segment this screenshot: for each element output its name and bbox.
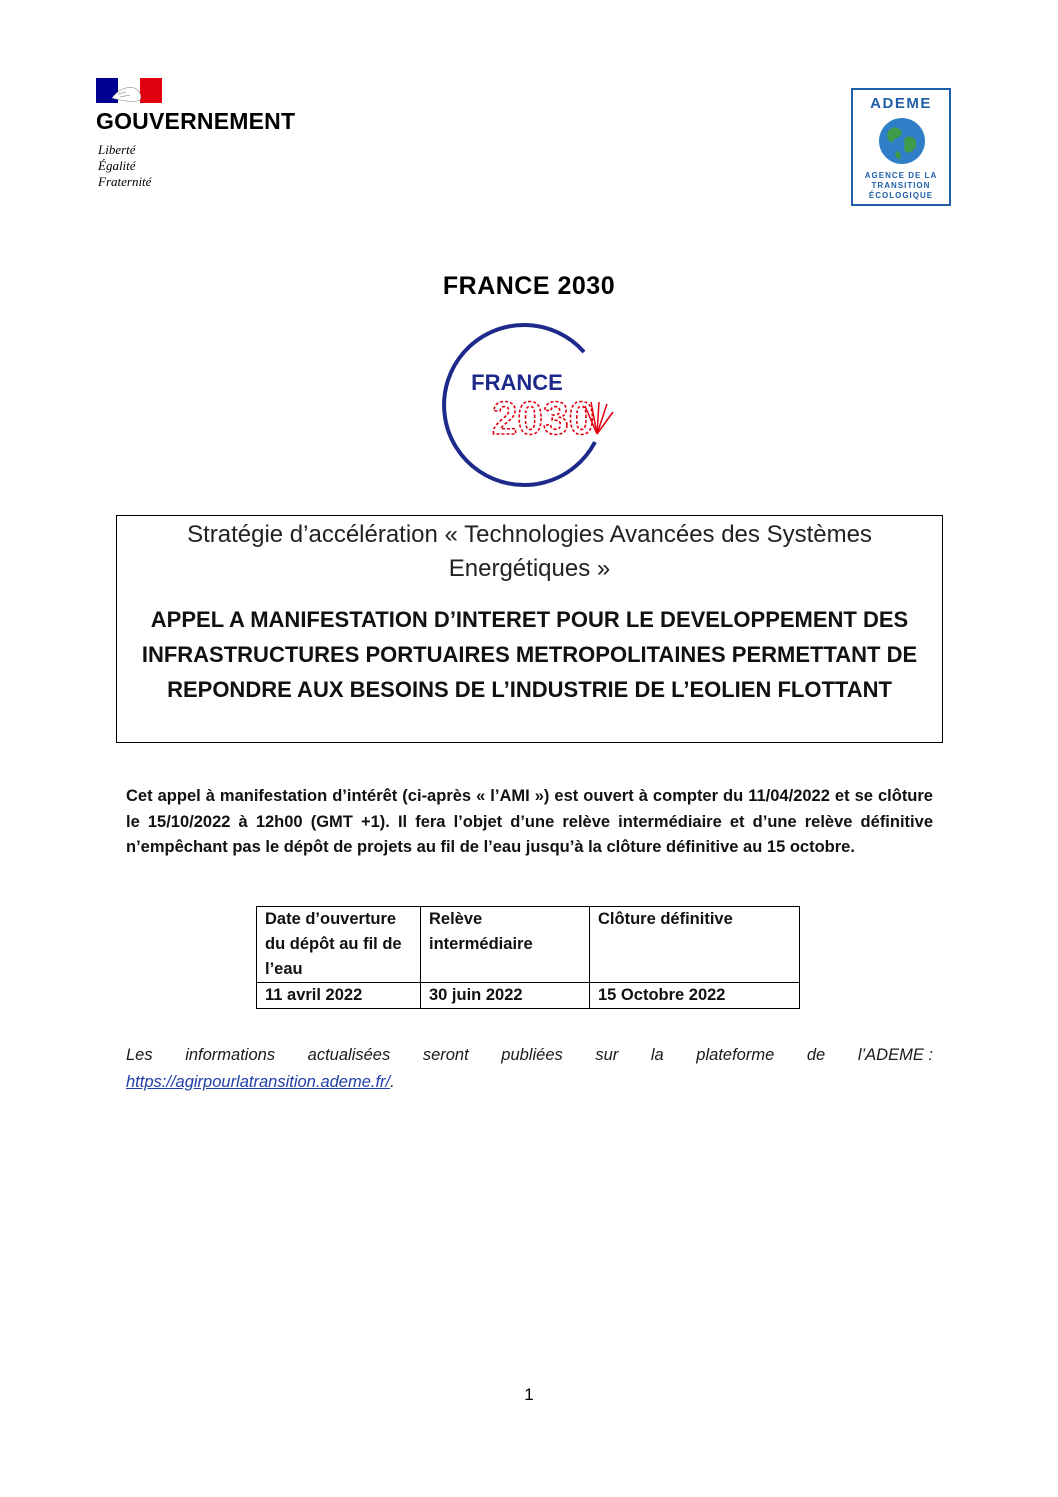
info-word: actualisées — [307, 1046, 391, 1064]
france2030-year: 2030 — [491, 392, 595, 444]
info-paragraph — [126, 1042, 933, 1096]
ademe-tagline-line: TRANSITION — [871, 181, 931, 190]
table-cell: 11 avril 2022 — [257, 983, 421, 1009]
republic-motto — [98, 142, 151, 190]
france2030-word: FRANCE — [471, 370, 563, 395]
france2030-logo — [439, 322, 619, 497]
info-word: plateforme — [696, 1046, 775, 1064]
ademe-tagline-line: AGENCE DE LA — [864, 171, 938, 180]
info-line — [126, 1069, 933, 1096]
info-line — [126, 1042, 933, 1069]
info-word: sur — [595, 1046, 619, 1064]
motto-egalite: Égalité — [98, 158, 136, 173]
table-row — [257, 983, 800, 1009]
table-header-cell: Relève intermédiaire — [421, 907, 590, 983]
info-word: seront — [422, 1046, 469, 1064]
ademe-tagline-line: ÉCOLOGIQUE — [868, 191, 934, 200]
table-cell: 15 Octobre 2022 — [590, 983, 800, 1009]
ademe-platform-link[interactable]: https://agirpourlatransition.ademe.fr/ — [126, 1073, 391, 1091]
page-number: 1 — [524, 1385, 534, 1404]
info-word: l’ADEME : — [857, 1046, 933, 1064]
globe-icon — [878, 117, 926, 165]
table-header-row — [257, 907, 800, 983]
ademe-logo — [851, 88, 951, 206]
page-title: FRANCE 2030 — [442, 272, 616, 300]
info-word: Les — [126, 1046, 153, 1064]
info-period: . — [390, 1073, 395, 1091]
info-word: publiées — [501, 1046, 563, 1064]
ademe-tagline — [855, 171, 947, 201]
title-frame — [116, 515, 943, 743]
table-header-cell: Clôture définitive — [590, 907, 800, 983]
info-word: la — [650, 1046, 664, 1064]
marianne-flag-icon — [96, 78, 162, 103]
government-logo — [96, 78, 336, 193]
strategy-subtitle: Stratégie d’accélération « Technologies Avancées des Systèmes Energétiques » — [187, 521, 872, 582]
dates-table — [256, 906, 800, 1009]
intro-paragraph: Cet appel à manifestation d’intérêt (ci-après « l’AMI ») est ouvert à compter du 11/04/2022 et se clôture le 15/10/2022 à 12h00 (GMT +1). Il fera l’objet d’une relève intermédiaire et d’une relève définitive n’empêchant pas le dépôt de projets au fil de l’eau jusqu’à la clôture définitive au 15 octobre. — [126, 787, 933, 856]
info-word: de — [806, 1046, 826, 1064]
info-word: informations — [185, 1046, 276, 1064]
table-cell: 30 juin 2022 — [421, 983, 590, 1009]
ami-title: APPEL A MANIFESTATION D’INTERET POUR LE DEVELOPPEMENT DES INFRASTRUCTURES PORTUAIRES METROPOLITAINES PERMETTANT DE REPONDRE AUX BESOINS DE L’INDUSTRIE DE L’EOLIEN FLOTTANT — [141, 607, 918, 702]
table-header-cell: Date d’ouverture du dépôt au fil de l’eau — [257, 907, 421, 983]
motto-fraternite: Fraternité — [98, 174, 152, 189]
ademe-name: ADEME — [870, 95, 932, 112]
motto-liberte: Liberté — [98, 142, 136, 157]
government-name: GOUVERNEMENT — [96, 108, 296, 134]
